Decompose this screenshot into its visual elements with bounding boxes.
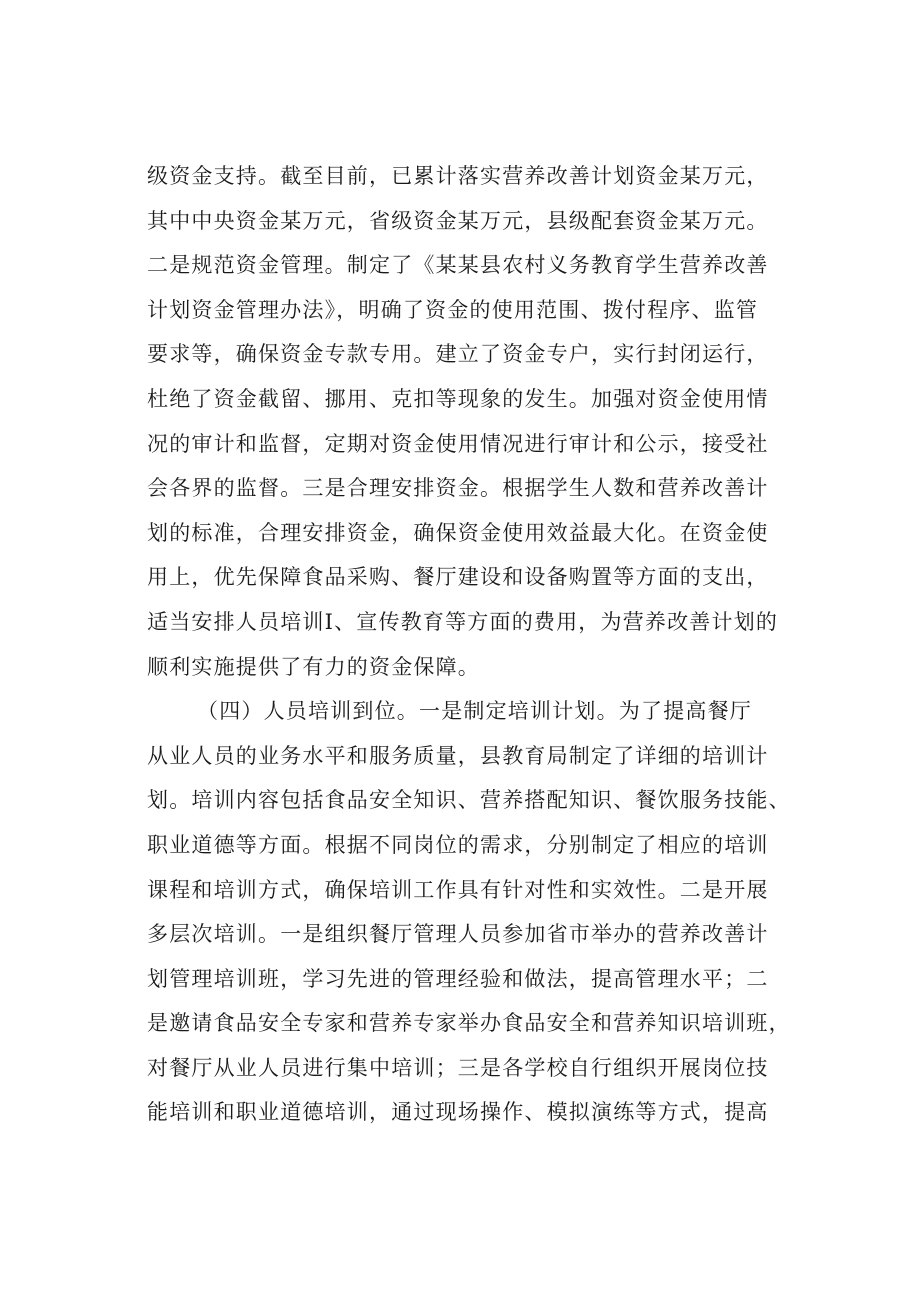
text-line: 是邀请食品安全专家和营养专家举办食品安全和营养知识培训班，: [147, 1011, 791, 1036]
section-heading-line: （四）人员培训到位。一是制定培训计划。为了提高餐厅: [197, 699, 752, 724]
text-line: 计划资金管理办法》，明确了资金的使用范围、拨付程序、监管: [147, 297, 759, 322]
text-line: 要求等，确保资金专款专用。建立了资金专户，实行封闭运行，: [147, 342, 769, 367]
text-line: 多层次培训。一是组织餐厅管理人员参加省市举办的营养改善计: [147, 922, 769, 947]
text-line: 二是规范资金管理。制定了《某某县农村义务教育学生营养改善: [147, 253, 769, 278]
text-line: 课程和培训方式，确保培训工作具有针对性和实效性。二是开展: [147, 877, 769, 902]
text-line: 划。培训内容包括食品安全知识、营养搭配知识、餐饮服务技能、: [147, 788, 791, 813]
text-line: 划管理培训班，学习先进的管理经验和做法，提高管理水平；二: [147, 966, 769, 991]
text-line: 顺利实施提供了有力的资金保障。: [147, 654, 480, 679]
text-line: 其中中央资金某万元，省级资金某万元，县级配套资金某万元。: [147, 208, 769, 233]
text-line: 对餐厅从业人员进行集中培训；三是各学校自行组织开展岗位技: [147, 1055, 769, 1080]
text-line: 职业道德等方面。根据不同岗位的需求，分别制定了相应的培训: [147, 832, 769, 857]
text-line: 用上，优先保障食品采购、餐厅建设和设备购置等方面的支出，: [147, 565, 769, 590]
text-line: 能培训和职业道德培训，通过现场操作、模拟演练等方式，提高: [147, 1100, 769, 1125]
text-line: 从业人员的业务水平和服务质量，县教育局制定了详细的培训计: [147, 743, 769, 768]
body-text: [147, 154, 807, 1135]
text-line: 会各界的监督。三是合理安排资金。根据学生人数和营养改善计: [147, 476, 769, 501]
text-line: 划的标准，合理安排资金，确保资金使用效益最大化。在资金使: [147, 520, 769, 545]
text-line: 适当安排人员培训I、宣传教育等方面的费用，为营养改善计划的: [147, 609, 779, 634]
text-line: 杜绝了资金截留、挪用、克扣等现象的发生。加强对资金使用情: [147, 386, 769, 411]
text-line: 况的审计和监督，定期对资金使用情况进行审计和公示，接受社: [147, 431, 769, 456]
text-line: 级资金支持。截至目前，已累计落实营养改善计划资金某万元，: [147, 164, 769, 188]
